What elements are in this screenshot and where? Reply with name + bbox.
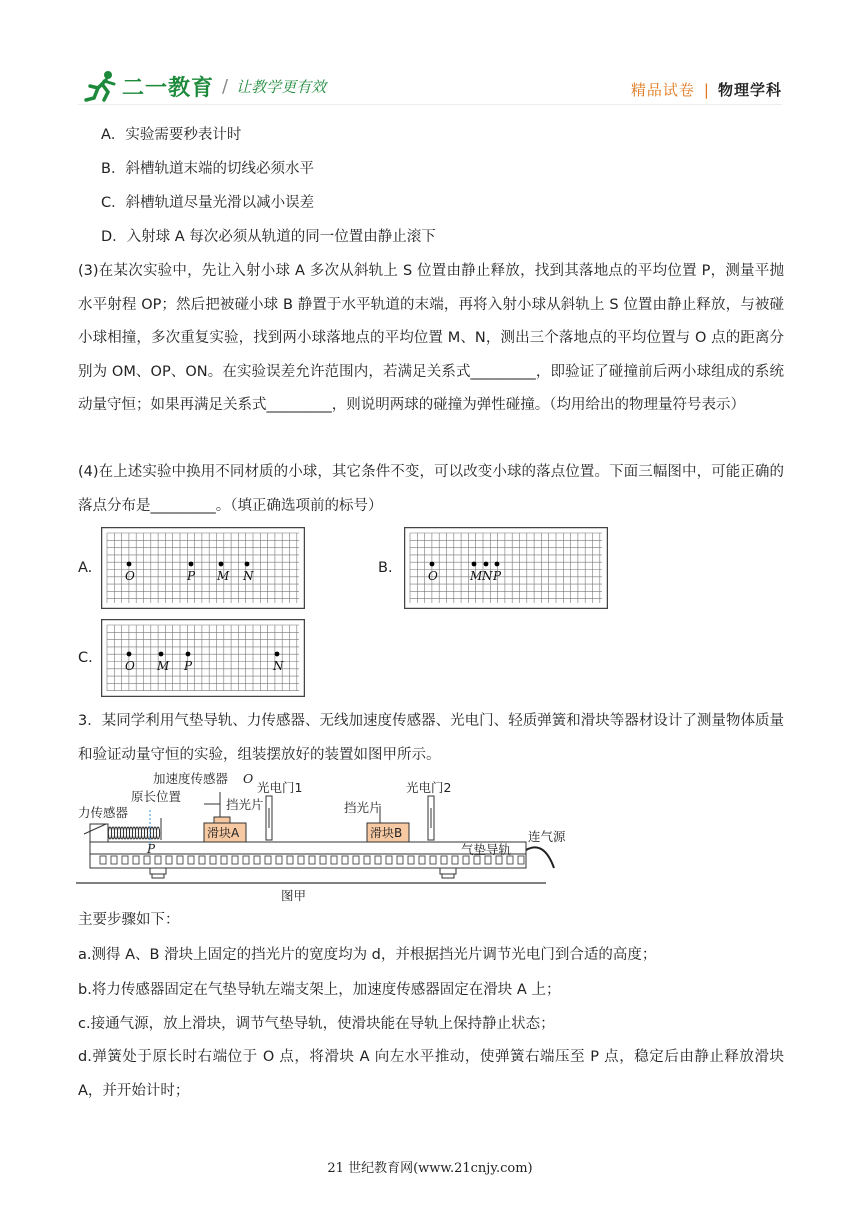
landing-point-label-P: P [187, 569, 196, 583]
landing-point-label-M: M [217, 569, 230, 583]
option-a: A．实验需要秒表计时 [101, 127, 242, 143]
step-c: c.接通气源，放上滑块，调节气垫导轨，使滑块能在导轨上保持静止状态； [78, 1016, 555, 1032]
landing-point-label-O: O [125, 659, 135, 673]
step-a: a.测得 A、B 滑块上固定的挡光片的宽度均为 d，并根据挡光片调节光电门到合适的高度； [78, 947, 657, 963]
landing-point-label-N: N [273, 659, 284, 673]
landing-point-O [430, 562, 435, 567]
label-O: O [243, 771, 254, 786]
logo-slogan: 让教学更有效 [236, 77, 327, 96]
landing-point-O [127, 652, 132, 657]
label-shade-1: 挡光片 [226, 797, 264, 812]
header-subject [631, 79, 782, 100]
label-slider-b: 滑块B [370, 826, 403, 840]
option-b: B．斜槽轨道末端的切线必须水平 [101, 161, 314, 177]
page-footer: 21 世纪教育网(www.21cnjy.com) [327, 1161, 533, 1176]
page-header [0, 0, 860, 110]
landing-point-N [484, 562, 489, 567]
logo [84, 70, 326, 102]
landing-point-label-O: O [428, 569, 438, 583]
label-force-sensor: 力传感器 [78, 805, 129, 820]
step-b: b.将力传感器固定在气垫导轨左端支架上，加速度传感器固定在滑块 A 上； [78, 982, 561, 998]
label-P: P [147, 842, 156, 856]
rail-foot-left [150, 868, 166, 874]
logo-separator: / [222, 75, 229, 97]
label-accel-sensor: 加速度传感器 [153, 771, 229, 786]
landing-point-label-M: M [157, 659, 170, 673]
landing-point-label-O: O [125, 569, 135, 583]
landing-point-P [495, 562, 500, 567]
option-d: D．入射球 A 每次必须从轨道的同一位置由静止滚下 [101, 229, 436, 245]
grid-option-label-a: A. [78, 560, 93, 576]
label-gate-2: 光电门2 [406, 780, 452, 795]
step-d: d.弹簧处于原长时右端位于 O 点，将滑块 A 向左水平推动，使弹簧右端压至 P 点，稳定后由静止释放滑块 A，并开始计时； [78, 1049, 784, 1099]
rail-foot-right [440, 868, 456, 874]
question-4-text: (4)在上述实验中换用不同材质的小球，其它条件不变，可以改变小球的落点位置。下面三幅图中，可能正确的落点分布是_________。（填正确选项前的标号） [78, 464, 784, 514]
label-natural-length: 原长位置 [131, 789, 182, 804]
landing-point-label-P: P [493, 569, 502, 583]
runner-logo-icon [84, 70, 120, 102]
steps-title: 主要步骤如下： [78, 912, 180, 928]
label-air-source: 连气源 [528, 829, 566, 844]
landing-point-label-N: N [243, 569, 254, 583]
landing-point-M [219, 562, 224, 567]
landing-point-M [472, 562, 477, 567]
landing-point-label-N: N [482, 569, 493, 583]
figure-caption: 图甲 [281, 888, 307, 903]
landing-point-O [127, 562, 132, 567]
header-paper-type: 精品试卷 [630, 81, 695, 99]
landing-point-label-M: M [470, 569, 483, 583]
landing-grid-b [404, 527, 608, 609]
landing-point-M [159, 652, 164, 657]
grid-option-label-c: C. [78, 650, 93, 666]
landing-point-P [186, 652, 191, 657]
label-air-rail: 气垫导轨 [461, 842, 512, 857]
header-subject-name: 物理学科 [717, 81, 782, 99]
landing-point-label-P: P [184, 659, 193, 673]
problem-3-text: 3．某同学利用气垫导轨、力传感器、无线加速度传感器、光电门、轻质弹簧和滑块等器材设计了测量物体质量和验证动量守恒的实验，组装摆放好的装置如图甲所示。 [78, 713, 784, 763]
label-gate-1: 光电门1 [257, 780, 303, 795]
landing-grid-a [101, 527, 305, 609]
figure-apparatus [76, 768, 576, 906]
label-shade-2: 挡光片 [344, 800, 382, 815]
air-hose [526, 847, 554, 868]
header-separator: | [703, 80, 709, 99]
label-slider-a: 滑块A [207, 826, 240, 840]
header-divider [78, 104, 782, 105]
landing-point-P [189, 562, 194, 567]
grid-option-label-b: B. [378, 560, 393, 576]
logo-text: 二一教育 [122, 75, 215, 101]
landing-point-N [245, 562, 250, 567]
accel-sensor [214, 817, 230, 823]
landing-point-N [275, 652, 280, 657]
question-3-text: (3)在某次实验中，先让入射小球 A 多次从斜轨上 S 位置由静止释放，找到其落地点的平均位置 P，测量平抛水平射程 OP；然后把被碰小球 B 静置于水平轨道的末端，再将入射小球从斜轨上 S 位置由静止释放，与被碰小球相撞，多次重复实验，找到两小球落地点的平均位置 M、N，测出三个落地点的平均位置与 O 点的距离分别为 OM、OP、ON。在实验误差允许范围内，若满足关系式_________，即验证了碰撞前后两小球组成的系统动量守恒；如果再满足关系式_________，则说明两球的碰撞为弹性碰撞。（均用给出的物理量符号表示） [78, 263, 784, 413]
landing-grid-c [101, 619, 305, 697]
option-c: C．斜槽轨道尽量光滑以减小误差 [101, 195, 315, 211]
